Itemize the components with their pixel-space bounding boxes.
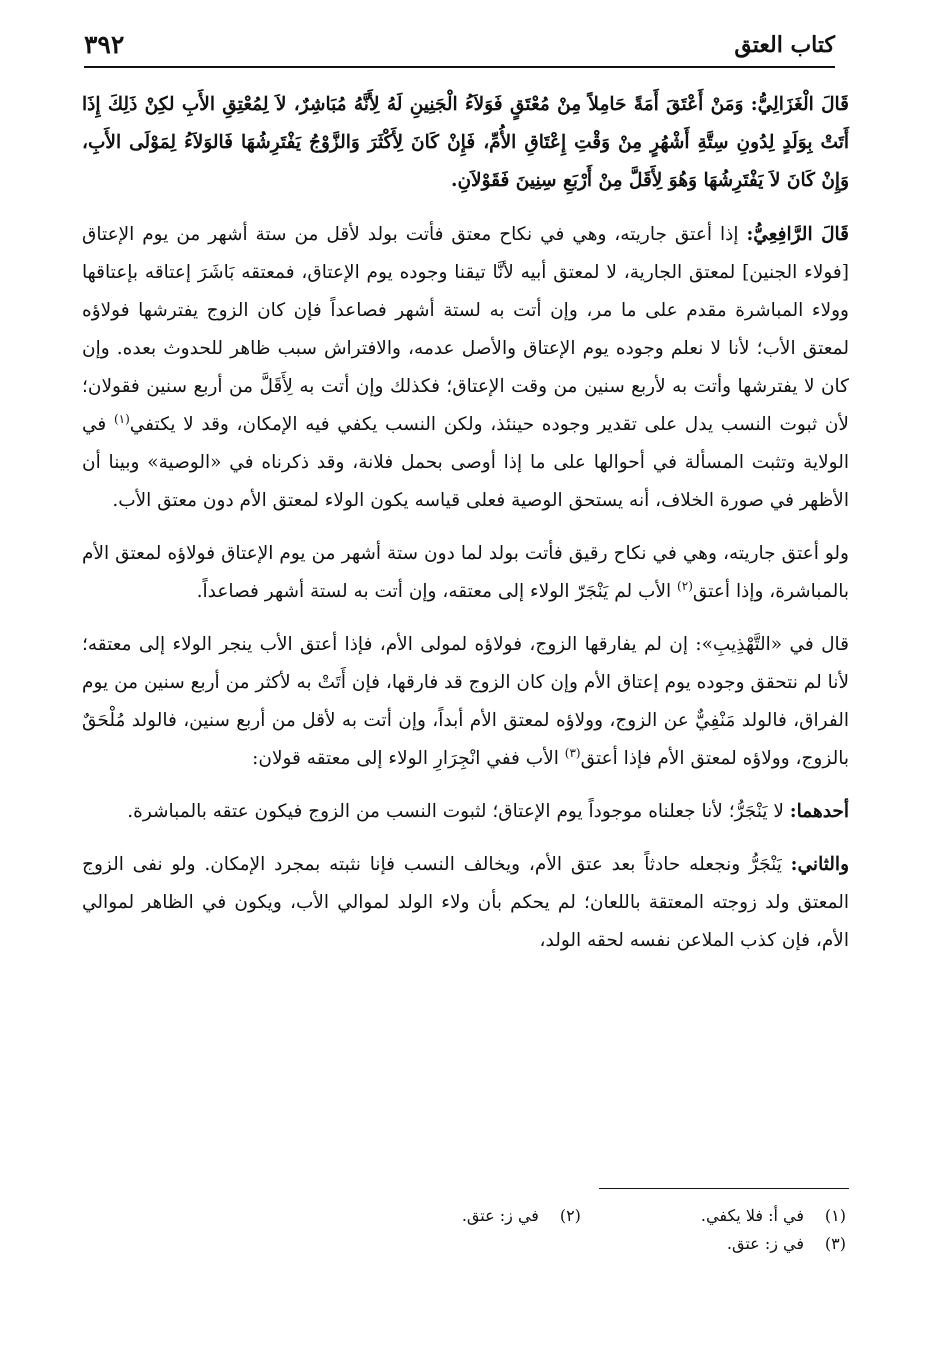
footnote-divider xyxy=(599,1188,849,1189)
page-header xyxy=(84,26,835,68)
footnote-text: في أ: فلا يكفي. xyxy=(700,1206,804,1225)
footnote xyxy=(701,1202,846,1230)
commentary-paragraph xyxy=(82,216,849,520)
book-title: كتاب العتق xyxy=(734,32,835,58)
footnotes xyxy=(82,1202,846,1258)
speaker-label: قَالَ الرَّافِعِيُّ: xyxy=(746,224,849,245)
opinion-label: أحدهما: xyxy=(789,801,849,822)
footnote xyxy=(727,1230,846,1258)
footnote-number: (٢) xyxy=(559,1206,581,1225)
paragraph-text: ولو أعتق جاريته، وهي في نكاح رقيق فأتت بولد لما دون ستة أشهر من يوم الإعتاق فولاؤه لمعتق الأم بالمباشرة، وإذا أعتق xyxy=(82,543,849,602)
opinion-label: والثاني: xyxy=(790,854,849,875)
matn-paragraph xyxy=(82,86,849,200)
paragraph-text: إذا أعتق جاريته، وهي في نكاح معتق فأتت بولد لأقل من ستة أشهر من يوم الإعتاق [فولاء الجنين] لمعتق الجارية، لا لمعتق أبيه لأنَّا تيقنا وجوده يوم الإعتاق، فمعتقه بَاشَرَ إعتاقه بإعتاقها وولاء المباشرة مقدم على ما مر، وإن أتت به لستة أشهر فصاعداً فإن كان الزوج يفترشها فولاؤه لمعتق الأب؛ لأنا لا نعلم وجوده يوم الإعتاق والأصل عدمه، والافتراش سبب ظاهر للحدوث بعده. وإن كان لا يفترشها وأتت به لأربع سنين من وقت الإعتاق؛ فكذلك وإن أتت به لِأَقَلَّ من أربع سنين فقولان؛ لأن ثبوت النسب يدل على تقدير وجوده حينئذ، ولكن النسب يكفي فيه الإمكان، وقد لا يكتفي xyxy=(82,224,849,435)
paragraph-text: لا يَنْجَرُّ؛ لأنا جعلناه موجوداً يوم الإعتاق؛ لثبوت النسب من الزوج فيكون عتقه بالمباشرة. xyxy=(127,801,790,822)
commentary-paragraph xyxy=(82,793,849,831)
footnote-number: (٣) xyxy=(824,1234,846,1253)
paragraph-text: الأب ففي انْجِرَارِ الولاء إلى معتقه قولان: xyxy=(252,748,565,769)
paragraph-text: الأب لم يَنْجَرّ الولاء إلى معتقه، وإن أتت به لستة أشهر فصاعداً. xyxy=(196,581,678,602)
paragraph-text: في الولاية وتثبت المسألة في أحوالها على ما إذا أوصى بحمل فلانة، وقد ذكرناه في «الوصية» وبينا أن الأظهر في صورة الخلاف، أنه يستحق الوصية فعلى قياسه يكون الولاء لمعتق الأم دون معتق الأب. xyxy=(82,414,849,511)
main-text xyxy=(82,86,849,975)
footnote-ref: (١) xyxy=(113,411,130,426)
footnote-number: (١) xyxy=(824,1206,846,1225)
commentary-paragraph xyxy=(82,626,849,778)
footnote-ref: (٣) xyxy=(564,745,581,760)
page-number: ٣٩٢ xyxy=(84,30,125,59)
footnote xyxy=(462,1202,581,1230)
paragraph-text: قال في «التَّهْذِيبِ»: إن لم يفارقها الزوج، فولاؤه لمولى الأم، فإذا أعتق الأب ينجر الولاء إلى معتقه؛ لأنا لم نتحقق وجوده يوم إعتاق الأم وإن كان الزوج قد فارقها، فإن أَتَتْ به لأكثر من أربع سنين من يوم الفراق، فالولد مَنْفِيٌّ عن الزوج، وولاؤه لمعتق الأم أبداً، وإن أتت به لأقل من أربع سنين، فالولد مُلْحَقٌ بالزوج، وولاؤه لمعتق الأم فإذا أعتق xyxy=(82,634,849,769)
paragraph-text: قَالَ الْغَزَالِيُّ: وَمَنْ أَعْتَقَ أَمَةً حَامِلاً مِنْ مُعْتَقٍ فَوَلاَءُ الْجَنِينِ لَهُ لِأَنَّهُ مُبَاشِرٌ، لاَ لِمُعْتِقِ الأَبِ لكِنْ ذَلِكَ إِذَا أَتَتْ بِوَلَدٍ لِدُونِ سِتَّةِ أَشْهُرٍ مِنْ وَقْتِ إِعْتَاقِ الأُمِّ، فَإِنْ كَانَ لِأَكْثَرَ وَالزَّوْجُ يَفْتَرِشُهَا فَالوَلاَءُ لِمَوْلَى الأَبِ، وَإِنْ كَانَ لاَ يَفْتَرِشُهَا وَهُوَ لِأَقَلَّ مِنْ أَرْبَعِ سِنِينَ فَقَوْلاَنِ. xyxy=(82,94,849,191)
footnote-text: في ز: عتق. xyxy=(726,1234,804,1253)
footnote-ref: (٢) xyxy=(677,578,693,593)
commentary-paragraph xyxy=(82,535,849,611)
paragraph-text: يَنْجَرُّ ونجعله حادثاً بعد عتق الأم، ويخالف النسب فإنا نثبته بمجرد الإمكان. ولو نفى الزوج المعتق ولد زوجته المعتقة باللعان؛ لم يحكم بأن ولاء الولد لموالي الأب، ويكون في الظاهر لموالي الأم، فإن كذب الملاعن نفسه لحقه الولد، xyxy=(82,854,849,951)
footnote-text: في ز: عتق. xyxy=(461,1206,539,1225)
commentary-paragraph xyxy=(82,846,849,960)
